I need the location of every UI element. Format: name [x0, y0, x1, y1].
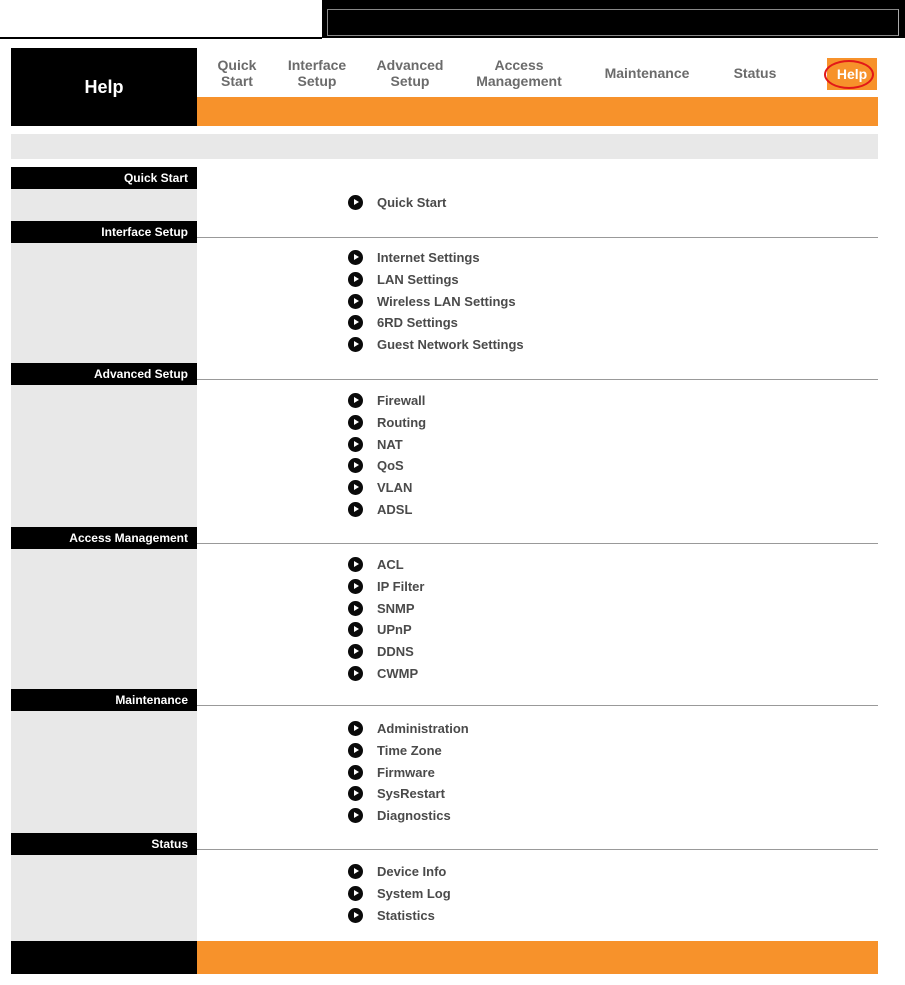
help-link[interactable]	[348, 477, 426, 499]
header-gray-strip	[11, 134, 878, 159]
arrow-bullet-icon	[348, 786, 363, 801]
section-label: Status	[11, 833, 197, 855]
footer-left-block	[11, 941, 197, 974]
help-link-label: Statistics	[377, 907, 435, 923]
help-link[interactable]	[348, 498, 426, 520]
top-black-bar	[322, 0, 905, 38]
section-label: Quick Start	[11, 167, 197, 189]
arrow-bullet-icon	[348, 601, 363, 616]
section-links	[348, 390, 426, 520]
help-link-label: DDNS	[377, 644, 414, 660]
section-links	[348, 247, 524, 355]
arrow-bullet-icon	[348, 250, 363, 265]
nav-status-line1: Status	[733, 65, 777, 81]
help-link-label: 6RD Settings	[377, 315, 458, 331]
footer-bar	[197, 941, 878, 974]
arrow-bullet-icon	[348, 294, 363, 309]
help-link-label: Administration	[377, 721, 469, 737]
nav-access-management-line2: Management	[476, 73, 562, 89]
help-link-label: IP Filter	[377, 579, 425, 595]
help-link[interactable]	[348, 455, 426, 477]
nav-status[interactable]	[725, 65, 785, 81]
help-link[interactable]	[348, 783, 469, 805]
help-link-label: VLAN	[377, 480, 413, 496]
section-label: Maintenance	[11, 689, 197, 711]
help-link-label: Wireless LAN Settings	[377, 293, 516, 309]
help-link[interactable]	[348, 619, 424, 641]
help-link[interactable]	[348, 192, 446, 214]
arrow-bullet-icon	[348, 458, 363, 473]
help-link-label: System Log	[377, 886, 451, 902]
section-label: Interface Setup	[11, 221, 197, 243]
help-link-label: CWMP	[377, 665, 419, 681]
help-link-label: Guest Network Settings	[377, 337, 524, 353]
help-link-label: Diagnostics	[377, 808, 451, 824]
nav-maintenance[interactable]	[597, 65, 697, 81]
arrow-bullet-icon	[348, 864, 363, 879]
help-link[interactable]	[348, 247, 524, 269]
arrow-bullet-icon	[348, 502, 363, 517]
help-link-label: Device Info	[377, 864, 447, 880]
help-link[interactable]	[348, 433, 426, 455]
arrow-bullet-icon	[348, 808, 363, 823]
help-link-label: LAN Settings	[377, 272, 459, 288]
arrow-bullet-icon	[348, 393, 363, 408]
help-link[interactable]	[348, 761, 469, 783]
help-link[interactable]	[348, 641, 424, 663]
help-link-label: ACL	[377, 557, 404, 573]
top-nav	[197, 48, 878, 126]
nav-underbar	[197, 97, 878, 126]
top-bar-inner-frame	[327, 9, 899, 36]
arrow-bullet-icon	[348, 415, 363, 430]
help-page-frame	[11, 48, 878, 974]
help-link-label: NAT	[377, 436, 403, 452]
help-link[interactable]	[348, 597, 424, 619]
help-link[interactable]	[348, 805, 469, 827]
section-links	[348, 718, 469, 826]
help-link[interactable]	[348, 904, 451, 926]
help-link-label: Internet Settings	[377, 250, 480, 266]
help-link-label: Time Zone	[377, 743, 442, 759]
help-link[interactable]	[348, 718, 469, 740]
help-link[interactable]	[348, 662, 424, 684]
arrow-bullet-icon	[348, 337, 363, 352]
help-link-label: Quick Start	[377, 195, 447, 211]
nav-advanced-setup[interactable]	[370, 57, 450, 89]
nav-maintenance-line1: Maintenance	[604, 65, 690, 81]
nav-advanced-setup-line1: Advanced	[376, 57, 444, 73]
arrow-bullet-icon	[348, 622, 363, 637]
arrow-bullet-icon	[348, 743, 363, 758]
header-gap	[11, 126, 878, 134]
arrow-bullet-icon	[348, 721, 363, 736]
help-link-label: QoS	[377, 458, 404, 474]
arrow-bullet-icon	[348, 437, 363, 452]
help-content-area	[197, 167, 878, 941]
section-links	[348, 861, 451, 926]
section-divider	[197, 237, 878, 238]
help-link[interactable]	[348, 334, 524, 356]
nav-interface-setup-line2: Setup	[297, 73, 337, 89]
section-divider	[197, 849, 878, 850]
help-link[interactable]	[348, 861, 451, 883]
help-link-label: SNMP	[377, 600, 415, 616]
help-link-label: ADSL	[377, 501, 413, 517]
arrow-bullet-icon	[348, 195, 363, 210]
nav-access-management-line1: Access	[494, 57, 544, 73]
help-link-label: Firewall	[377, 393, 426, 409]
top-divider	[0, 37, 322, 39]
help-link-label: UPnP	[377, 622, 412, 638]
nav-quick-start-line2: Start	[221, 73, 253, 89]
help-link-label: SysRestart	[377, 786, 445, 802]
top-strip	[0, 0, 905, 40]
arrow-bullet-icon	[348, 666, 363, 681]
section-label: Advanced Setup	[11, 363, 197, 385]
nav-interface-setup[interactable]	[279, 57, 355, 89]
arrow-bullet-icon	[348, 272, 363, 287]
nav-advanced-setup-line2: Setup	[390, 73, 430, 89]
arrow-bullet-icon	[348, 480, 363, 495]
help-link[interactable]	[348, 390, 426, 412]
nav-help[interactable]: Help	[827, 58, 877, 90]
nav-quick-start[interactable]	[212, 57, 262, 89]
arrow-bullet-icon	[348, 644, 363, 659]
arrow-bullet-icon	[348, 886, 363, 901]
section-divider	[197, 379, 878, 380]
help-link[interactable]	[348, 312, 524, 334]
section-divider	[197, 543, 878, 544]
help-link[interactable]	[348, 883, 451, 905]
help-link[interactable]	[348, 554, 424, 576]
section-label: Access Management	[11, 527, 197, 549]
nav-interface-setup-line1: Interface	[287, 57, 347, 73]
help-link[interactable]	[348, 740, 469, 762]
header-gap-2	[11, 159, 878, 167]
help-link[interactable]	[348, 290, 524, 312]
page-title: Help	[11, 48, 197, 126]
arrow-bullet-icon	[348, 315, 363, 330]
help-link[interactable]	[348, 269, 524, 291]
arrow-bullet-icon	[348, 557, 363, 572]
help-link-label: Routing	[377, 415, 427, 431]
help-link[interactable]	[348, 412, 426, 434]
arrow-bullet-icon	[348, 765, 363, 780]
nav-quick-start-line1: Quick	[217, 57, 257, 73]
arrow-bullet-icon	[348, 579, 363, 594]
section-links	[348, 192, 446, 214]
help-link-label: Firmware	[377, 764, 435, 780]
help-link[interactable]	[348, 576, 424, 598]
section-links	[348, 554, 424, 684]
arrow-bullet-icon	[348, 908, 363, 923]
nav-access-management[interactable]	[469, 57, 569, 89]
section-divider	[197, 705, 878, 706]
